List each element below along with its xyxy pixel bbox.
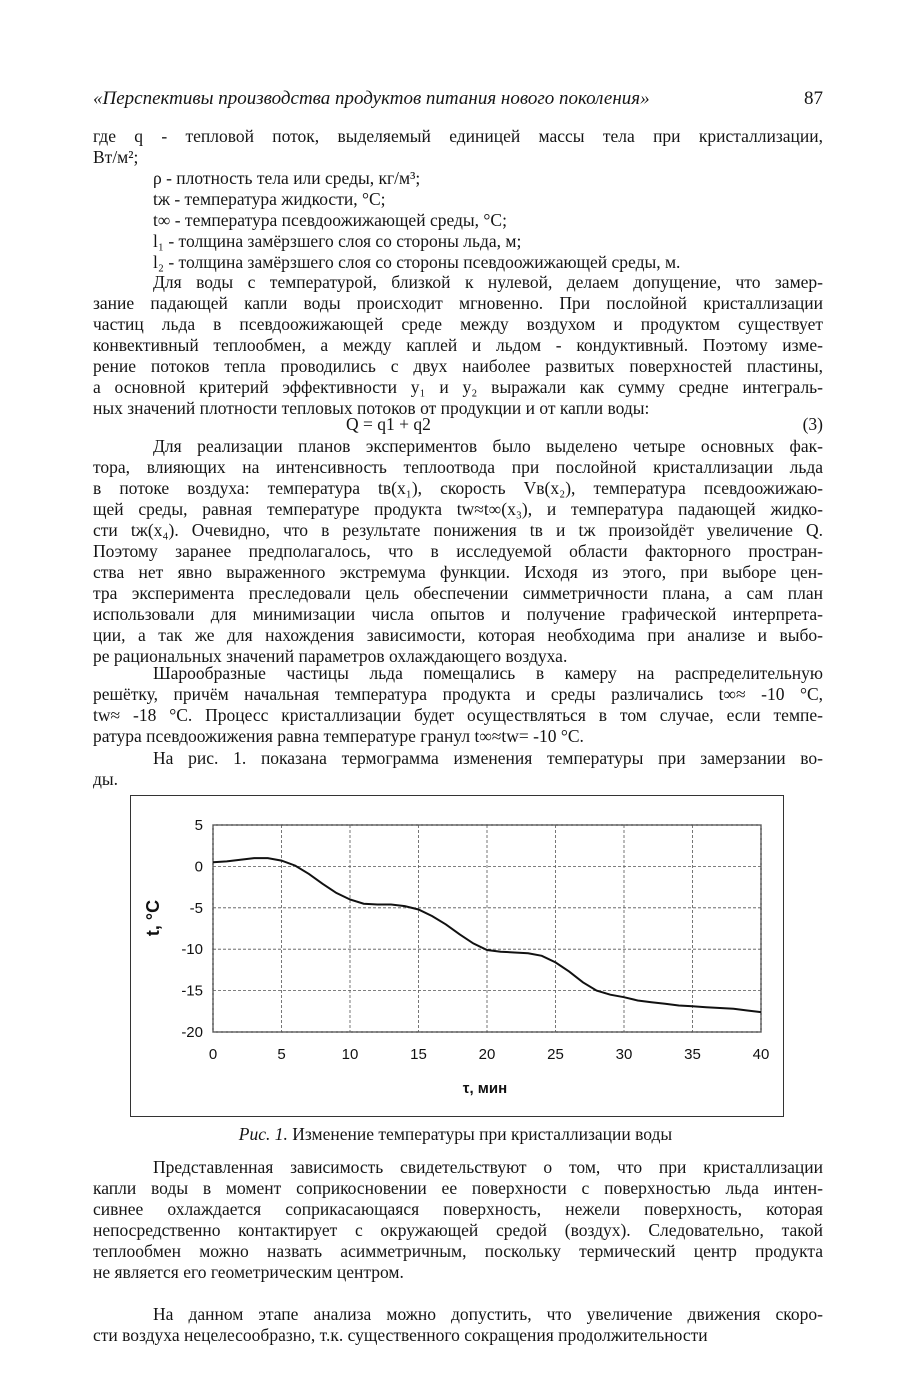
text-line: tж - температура жидкости, °С;: [153, 189, 386, 209]
x-tick-label: 0: [208, 1046, 218, 1063]
text-line: капли воды в момент соприкосновении ее поверхности с поверхностью льда интен-: [93, 1178, 823, 1198]
text-line: непосредственно контактирует с окружающей средой (воздух). Следовательно, такой: [93, 1220, 823, 1240]
figure-caption-text: Изменение температуры при кристаллизации воды: [287, 1124, 673, 1144]
text-line: тора, влияющих на интенсивность теплоотвода при послойной кристаллизации льда: [93, 457, 823, 477]
equation-number: (3): [802, 414, 823, 434]
y-tick-label: -10: [181, 941, 203, 959]
y-tick-label: -5: [189, 899, 203, 917]
text-line: l₁ - толщина замёрзшего слоя со стороны льда, м;: [153, 231, 522, 251]
x-tick-label: 20: [478, 1046, 496, 1063]
x-tick-label: 15: [410, 1046, 427, 1063]
text-line: не является его геометрическим центром.: [93, 1262, 404, 1282]
text-line: Для воды с температурой, близкой к нулевой, делаем допущение, что замер-: [153, 272, 823, 292]
journal-title: «Перспективы производства продуктов питания нового поколения»: [93, 88, 650, 109]
text-line: в потоке воздуха: температура tв(x₁), скорость Vв(x₂), температура псевдоожижаю-: [93, 478, 823, 498]
text-line: Поэтому заранее предполагалось, что в исследуемой области факторного простран-: [93, 541, 823, 561]
text-line: ции, а так же для нахождения зависимости, которая необходима при анализе и выбо-: [93, 625, 823, 645]
y-tick-label: -20: [181, 1024, 203, 1041]
text-line: tw≈ -18 °С. Процесс кристаллизации будет осуществляться в том случае, если темпе-: [93, 705, 823, 725]
text-line: ратура псевдоожижения равна температуре гранул t∞≈tw= -10 °С.: [93, 726, 584, 746]
text-line: l₂ - толщина замёрзшего слоя со стороны псевдоожижающей среды, м.: [153, 252, 681, 272]
x-tick-label: 35: [684, 1046, 701, 1063]
text-line: сти воздуха нецелесообразно, т.к. существенного сокращения продолжительности: [93, 1325, 708, 1345]
text-line: Для реализации планов экспериментов было выделено четыре основных фак-: [153, 436, 823, 456]
temperature-chart: [131, 796, 783, 1116]
text-line: щей среды, равная температуре продукта tw≈t∞(x₃), и температура падающей жидко-: [93, 499, 823, 519]
text-line: На данном этапе анализа можно допустить, что увеличение движения скоро-: [153, 1304, 823, 1324]
text-line: конвективный теплообмен, а между каплей и льдом - кондуктивный. Поэтому изме-: [93, 335, 823, 355]
x-axis-label: τ, мин: [462, 1080, 508, 1097]
text-line: ды.: [93, 769, 119, 789]
text-line: ре рациональных значений параметров охлаждающего воздуха.: [93, 646, 568, 666]
figure-caption: [0, 1124, 911, 1145]
text-line: ства нет явно выраженного экстремума функции. Исходя из этого, при выборе цен-: [93, 562, 823, 582]
text-line: сти tж(x₄). Очевидно, что в результате понижения tв и tж произойдёт увеличение Q.: [93, 520, 823, 540]
text-line: зание падающей капли воды происходит мгновенно. При послойной кристаллизации: [93, 293, 823, 313]
x-tick-label: 25: [547, 1046, 564, 1063]
text-line: решётку, причём начальная температура продукта и среды различались t∞≈ -10 °С,: [93, 684, 823, 704]
y-tick-label: 5: [194, 817, 203, 834]
text-line: ных значений плотности тепловых потоков от продукции и от капли воды:: [93, 398, 650, 418]
text-line: Вт/м²;: [93, 147, 139, 167]
x-tick-label: 10: [341, 1046, 359, 1063]
chart-grid: [213, 825, 761, 1032]
figure-number: Рис. 1.: [238, 1124, 288, 1144]
page-number: 87: [804, 88, 823, 109]
text-line: На рис. 1. показана термограмма изменения температуры при замерзании во-: [153, 748, 823, 768]
x-tick-label: 30: [615, 1046, 633, 1063]
text-line: ρ - плотность тела или среды, кг/м³;: [153, 168, 421, 188]
text-line: где q - тепловой поток, выделяемый единицей массы тела при кристаллизации,: [93, 126, 823, 146]
text-line: теплообмен можно назвать асимметричным, поскольку термический центр продукта: [93, 1241, 823, 1261]
x-tick-labels: [209, 1046, 770, 1063]
text-line: частиц льда в псевдоожижающей среде между воздухом и продуктом существует: [93, 314, 823, 334]
text-line: t∞ - температура псевдоожижающей среды, °С;: [153, 210, 507, 230]
x-tick-label: 40: [752, 1046, 770, 1063]
text-line: рение потоков тепла проводились с двух наиболее развитых поверхностей пластины,: [93, 356, 823, 376]
y-tick-label: -15: [181, 982, 203, 1000]
text-line: Представленная зависимость свидетельствуют о том, что при кристаллизации: [153, 1157, 823, 1177]
figure-1: [130, 795, 784, 1117]
x-tick-label: 5: [277, 1046, 286, 1063]
text-line: тра эксперимента преследовали цель обеспечении симметричности плана, а сам план: [93, 583, 823, 603]
y-axis-label: t, °С: [143, 899, 163, 937]
text-line: а основной критерий эффективности y₁ и y₂ выражали как сумму средне интеграль-: [93, 377, 823, 397]
equation-formula: Q = q1 + q2: [346, 414, 431, 434]
text-line: использовали для минимизации числа опытов и получение графической интерпрета-: [93, 604, 823, 624]
running-header: [93, 88, 823, 114]
text-line: сивнее охлаждается соприкасающаяся поверхность, нежели поверхность, которая: [93, 1199, 823, 1219]
text-line: Шарообразные частицы льда помещались в камеру на распределительную: [153, 663, 823, 683]
y-tick-labels: [181, 817, 203, 1041]
y-tick-label: 0: [194, 858, 203, 876]
